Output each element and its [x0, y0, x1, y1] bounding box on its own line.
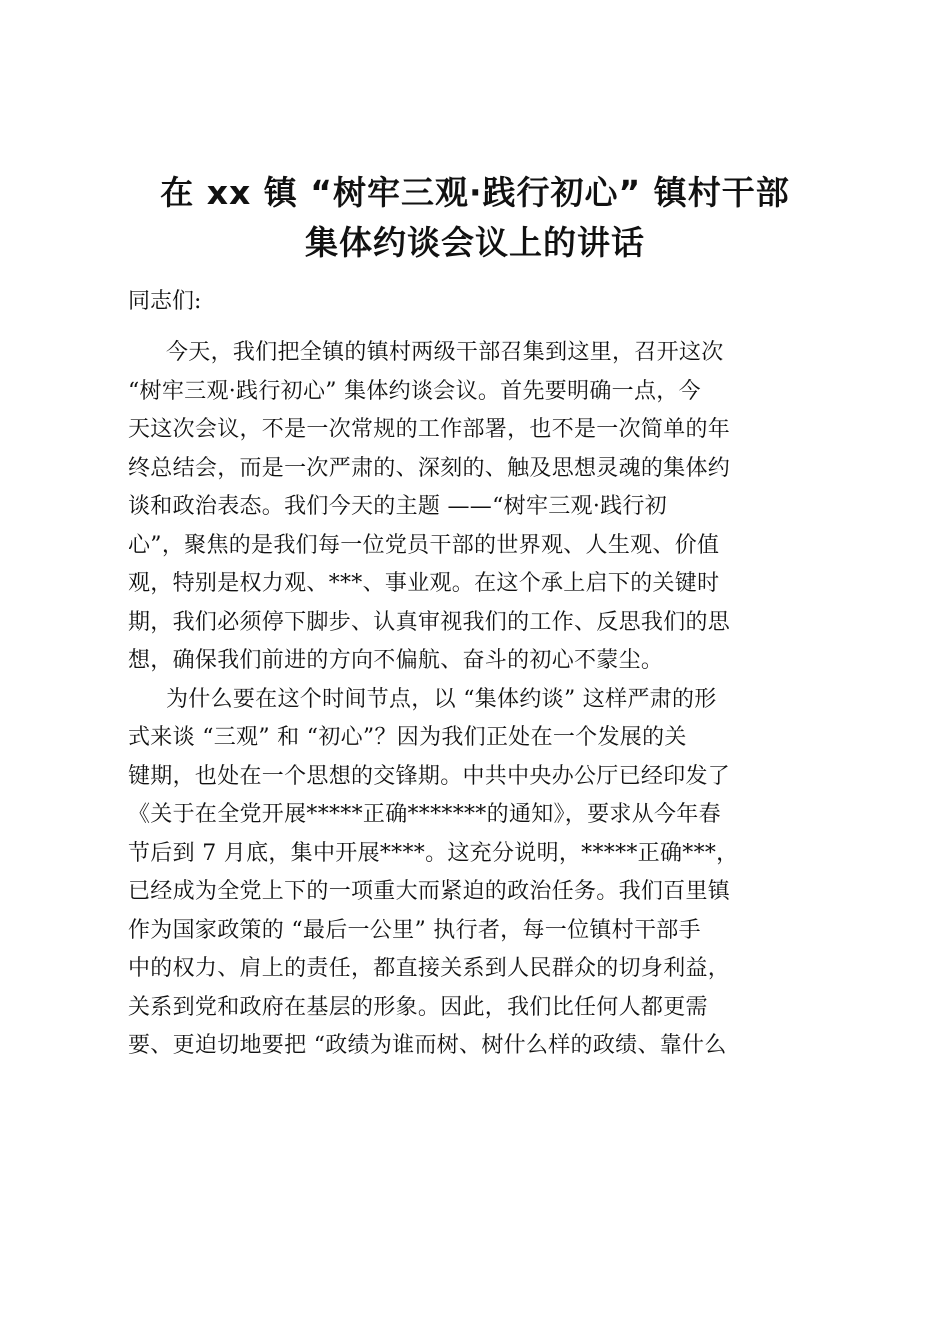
paragraph-2-line: 关系到党和政府在基层的形象。因此，我们比任何人都更需: [128, 994, 708, 1020]
paragraph-1-line: 今天，我们把全镇的镇村两级干部召集到这里，召开这次: [166, 340, 724, 365]
paragraph-1-line: 天这次会议，不是一次常规的工作部署，也不是一次简单的年: [128, 417, 731, 442]
paragraph-1-line: 期，我们必须停下脚步、认真审视我们的工作、反思我们的思: [128, 609, 731, 635]
document-title: [110, 168, 840, 268]
title-line-1: 在 xx 镇 “树牢三观·践行初心” 镇村干部: [160, 173, 790, 212]
title-line-2: 集体约谈会议上的讲话: [305, 223, 645, 262]
paragraph-2-line: 要、更迫切地要把 “政绩为谁而树、树什么样的政绩、靠什么: [128, 1033, 727, 1058]
paragraph-2-line: 键期，也处在一个思想的交锋期。中共中央办公厅已经印发了: [128, 763, 731, 789]
paragraph-1-line: 谈和政治表态。我们今天的主题 ——“树牢三观·践行初: [128, 494, 668, 519]
paragraph-2-line: 《关于在全党开展*****正确*******的通知》，要求从今年春: [128, 802, 721, 827]
paragraph-2-line: 节后到 7 月底，集中开展****。这充分说明，*****正确***，: [128, 840, 739, 866]
paragraph-2-line: 已经成为全党上下的一项重大而紧迫的政治任务。我们百里镇: [128, 879, 731, 904]
paragraph-2-line: 式来谈 “三观” 和 “初心”？因为我们正处在一个发展的关: [128, 725, 687, 750]
paragraph-2-line: 作为国家政策的 “最后一公里” 执行者，每一位镇村干部手: [128, 917, 701, 943]
paragraph-2-line: 中的权力、肩上的责任，都直接关系到人民群众的切身利益，: [128, 956, 731, 981]
salutation: 同志们:: [128, 289, 202, 314]
document-body: [128, 334, 830, 1066]
paragraph-1-line: 想，确保我们前进的方向不偏航、奋斗的初心不蒙尘。: [128, 648, 664, 673]
paragraph-1-line: “树牢三观·践行初心” 集体约谈会议。首先要明确一点，今: [128, 378, 701, 404]
paragraph-1-line: 观，特别是权力观、***、事业观。在这个承上启下的关键时: [128, 571, 720, 596]
paragraph-1-line: 终总结会，而是一次严肃的、深刻的、触及思想灵魂的集体约: [128, 455, 731, 481]
paragraph-1-line: 心”，聚焦的是我们每一位党员干部的世界观、人生观、价值: [128, 532, 720, 558]
paragraph-2-line: 为什么要在这个时间节点，以 “集体约谈” 这样严肃的形: [166, 686, 717, 712]
